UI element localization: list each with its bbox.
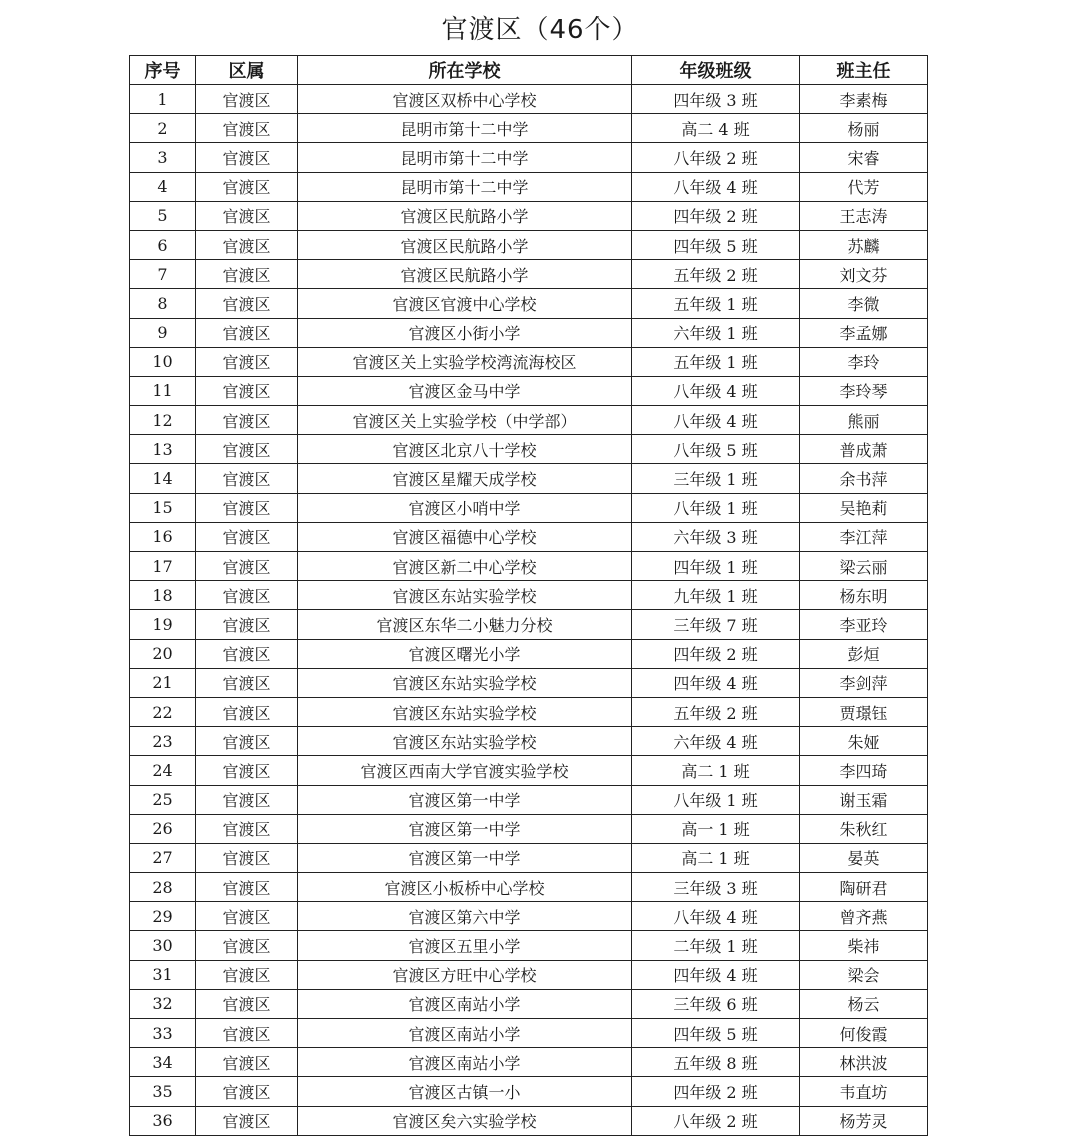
cell-district: 官渡区 <box>196 1048 298 1077</box>
cell-district: 官渡区 <box>196 552 298 581</box>
cell-serial-number: 3 <box>130 143 196 172</box>
cell-grade-class: 高二 1 班 <box>632 756 800 785</box>
cell-grade-class: 八年级 2 班 <box>632 1106 800 1135</box>
cell-grade-class: 三年级 3 班 <box>632 873 800 902</box>
cell-school: 官渡区新二中心学校 <box>298 552 632 581</box>
cell-grade-class: 三年级 7 班 <box>632 610 800 639</box>
cell-school: 官渡区南站小学 <box>298 989 632 1018</box>
cell-school: 官渡区金马中学 <box>298 376 632 405</box>
cell-district: 官渡区 <box>196 756 298 785</box>
table-row <box>130 260 928 289</box>
cell-district: 官渡区 <box>196 814 298 843</box>
table-row <box>130 814 928 843</box>
header-grade-class: 年级班级 <box>632 56 800 85</box>
cell-grade-class: 二年级 1 班 <box>632 931 800 960</box>
cell-serial-number: 22 <box>130 697 196 726</box>
cell-head-teacher: 宋睿 <box>800 143 928 172</box>
cell-school: 官渡区关上实验学校（中学部） <box>298 406 632 435</box>
table-row <box>130 1077 928 1106</box>
cell-head-teacher: 梁云丽 <box>800 552 928 581</box>
cell-school: 官渡区民航路小学 <box>298 260 632 289</box>
cell-school: 官渡区东站实验学校 <box>298 668 632 697</box>
table-row <box>130 989 928 1018</box>
cell-serial-number: 29 <box>130 902 196 931</box>
header-school: 所在学校 <box>298 56 632 85</box>
cell-serial-number: 7 <box>130 260 196 289</box>
table-row <box>130 85 928 114</box>
table-row <box>130 376 928 405</box>
cell-grade-class: 四年级 4 班 <box>632 668 800 697</box>
table-row <box>130 172 928 201</box>
table-row <box>130 668 928 697</box>
table-row <box>130 1048 928 1077</box>
cell-grade-class: 五年级 2 班 <box>632 260 800 289</box>
cell-district: 官渡区 <box>196 85 298 114</box>
cell-school: 官渡区南站小学 <box>298 1019 632 1048</box>
cell-school: 官渡区北京八十学校 <box>298 435 632 464</box>
cell-head-teacher: 熊丽 <box>800 406 928 435</box>
table-body <box>130 85 928 1136</box>
cell-district: 官渡区 <box>196 873 298 902</box>
table-row <box>130 727 928 756</box>
cell-grade-class: 四年级 2 班 <box>632 201 800 230</box>
cell-district: 官渡区 <box>196 406 298 435</box>
table-row <box>130 639 928 668</box>
header-head-teacher: 班主任 <box>800 56 928 85</box>
cell-school: 官渡区第一中学 <box>298 843 632 872</box>
cell-serial-number: 13 <box>130 435 196 464</box>
cell-district: 官渡区 <box>196 989 298 1018</box>
page-title: 官渡区（46个） <box>441 15 639 45</box>
table-row <box>130 143 928 172</box>
cell-grade-class: 五年级 1 班 <box>632 289 800 318</box>
cell-district: 官渡区 <box>196 610 298 639</box>
cell-grade-class: 八年级 1 班 <box>632 493 800 522</box>
table-row <box>130 552 928 581</box>
cell-grade-class: 四年级 3 班 <box>632 85 800 114</box>
cell-grade-class: 八年级 5 班 <box>632 435 800 464</box>
table-row <box>130 318 928 347</box>
cell-serial-number: 23 <box>130 727 196 756</box>
table-row <box>130 1019 928 1048</box>
cell-school: 官渡区官渡中心学校 <box>298 289 632 318</box>
cell-grade-class: 八年级 4 班 <box>632 902 800 931</box>
cell-grade-class: 四年级 4 班 <box>632 960 800 989</box>
cell-district: 官渡区 <box>196 668 298 697</box>
class-teacher-table <box>129 55 928 1136</box>
cell-grade-class: 三年级 6 班 <box>632 989 800 1018</box>
cell-school: 官渡区星耀天成学校 <box>298 464 632 493</box>
cell-district: 官渡区 <box>196 522 298 551</box>
cell-head-teacher: 余书萍 <box>800 464 928 493</box>
cell-head-teacher: 朱秋红 <box>800 814 928 843</box>
table-row <box>130 201 928 230</box>
cell-grade-class: 五年级 1 班 <box>632 347 800 376</box>
cell-head-teacher: 何俊霞 <box>800 1019 928 1048</box>
cell-head-teacher: 柴祎 <box>800 931 928 960</box>
cell-district: 官渡区 <box>196 376 298 405</box>
cell-district: 官渡区 <box>196 464 298 493</box>
cell-head-teacher: 刘文芬 <box>800 260 928 289</box>
cell-school: 官渡区矣六实验学校 <box>298 1106 632 1135</box>
cell-serial-number: 15 <box>130 493 196 522</box>
cell-school: 官渡区小哨中学 <box>298 493 632 522</box>
cell-serial-number: 5 <box>130 201 196 230</box>
cell-school: 昆明市第十二中学 <box>298 172 632 201</box>
cell-grade-class: 六年级 3 班 <box>632 522 800 551</box>
cell-head-teacher: 李亚玲 <box>800 610 928 639</box>
cell-grade-class: 八年级 1 班 <box>632 785 800 814</box>
table-row <box>130 873 928 902</box>
cell-district: 官渡区 <box>196 493 298 522</box>
cell-head-teacher: 梁会 <box>800 960 928 989</box>
cell-head-teacher: 李微 <box>800 289 928 318</box>
cell-grade-class: 五年级 2 班 <box>632 697 800 726</box>
cell-serial-number: 12 <box>130 406 196 435</box>
cell-school: 官渡区第六中学 <box>298 902 632 931</box>
cell-head-teacher: 李素梅 <box>800 85 928 114</box>
cell-grade-class: 六年级 4 班 <box>632 727 800 756</box>
cell-school: 官渡区西南大学官渡实验学校 <box>298 756 632 785</box>
cell-school: 昆明市第十二中学 <box>298 143 632 172</box>
cell-head-teacher: 李四琦 <box>800 756 928 785</box>
cell-head-teacher: 李孟娜 <box>800 318 928 347</box>
cell-district: 官渡区 <box>196 727 298 756</box>
table-row <box>130 756 928 785</box>
cell-district: 官渡区 <box>196 1106 298 1135</box>
table-row <box>130 464 928 493</box>
cell-serial-number: 1 <box>130 85 196 114</box>
table-row <box>130 960 928 989</box>
table-row <box>130 435 928 464</box>
cell-head-teacher: 王志涛 <box>800 201 928 230</box>
cell-grade-class: 八年级 4 班 <box>632 376 800 405</box>
cell-school: 官渡区小板桥中心学校 <box>298 873 632 902</box>
cell-district: 官渡区 <box>196 289 298 318</box>
cell-serial-number: 25 <box>130 785 196 814</box>
cell-head-teacher: 李玲 <box>800 347 928 376</box>
table-row <box>130 114 928 143</box>
cell-head-teacher: 曾齐燕 <box>800 902 928 931</box>
cell-school: 官渡区关上实验学校湾流海校区 <box>298 347 632 376</box>
cell-district: 官渡区 <box>196 1019 298 1048</box>
cell-grade-class: 八年级 2 班 <box>632 143 800 172</box>
cell-district: 官渡区 <box>196 230 298 259</box>
cell-head-teacher: 杨云 <box>800 989 928 1018</box>
cell-school: 官渡区曙光小学 <box>298 639 632 668</box>
cell-serial-number: 33 <box>130 1019 196 1048</box>
table-row <box>130 843 928 872</box>
cell-grade-class: 高二 4 班 <box>632 114 800 143</box>
cell-district: 官渡区 <box>196 114 298 143</box>
cell-grade-class: 九年级 1 班 <box>632 581 800 610</box>
cell-head-teacher: 代芳 <box>800 172 928 201</box>
cell-head-teacher: 林洪波 <box>800 1048 928 1077</box>
cell-district: 官渡区 <box>196 143 298 172</box>
header-district: 区属 <box>196 56 298 85</box>
cell-school: 官渡区福德中心学校 <box>298 522 632 551</box>
cell-school: 官渡区小街小学 <box>298 318 632 347</box>
cell-grade-class: 四年级 1 班 <box>632 552 800 581</box>
cell-district: 官渡区 <box>196 581 298 610</box>
cell-head-teacher: 杨丽 <box>800 114 928 143</box>
table-header-row <box>130 56 928 85</box>
cell-district: 官渡区 <box>196 843 298 872</box>
cell-grade-class: 四年级 2 班 <box>632 1077 800 1106</box>
cell-grade-class: 三年级 1 班 <box>632 464 800 493</box>
cell-head-teacher: 晏英 <box>800 843 928 872</box>
cell-head-teacher: 朱娅 <box>800 727 928 756</box>
table-row <box>130 289 928 318</box>
cell-school: 官渡区第一中学 <box>298 814 632 843</box>
cell-school: 官渡区东站实验学校 <box>298 727 632 756</box>
cell-serial-number: 30 <box>130 931 196 960</box>
cell-grade-class: 四年级 2 班 <box>632 639 800 668</box>
cell-serial-number: 26 <box>130 814 196 843</box>
cell-serial-number: 24 <box>130 756 196 785</box>
cell-district: 官渡区 <box>196 960 298 989</box>
cell-school: 官渡区南站小学 <box>298 1048 632 1077</box>
cell-district: 官渡区 <box>196 172 298 201</box>
cell-serial-number: 10 <box>130 347 196 376</box>
cell-school: 官渡区民航路小学 <box>298 230 632 259</box>
cell-school: 官渡区东华二小魅力分校 <box>298 610 632 639</box>
cell-head-teacher: 杨芳灵 <box>800 1106 928 1135</box>
cell-district: 官渡区 <box>196 260 298 289</box>
cell-school: 官渡区第一中学 <box>298 785 632 814</box>
table-row <box>130 785 928 814</box>
cell-head-teacher: 苏麟 <box>800 230 928 259</box>
cell-grade-class: 四年级 5 班 <box>632 1019 800 1048</box>
cell-school: 官渡区东站实验学校 <box>298 697 632 726</box>
header-serial-number: 序号 <box>130 56 196 85</box>
cell-serial-number: 9 <box>130 318 196 347</box>
table-row <box>130 902 928 931</box>
cell-serial-number: 2 <box>130 114 196 143</box>
cell-district: 官渡区 <box>196 931 298 960</box>
cell-head-teacher: 贾璟钰 <box>800 697 928 726</box>
cell-grade-class: 八年级 4 班 <box>632 172 800 201</box>
cell-serial-number: 21 <box>130 668 196 697</box>
cell-district: 官渡区 <box>196 318 298 347</box>
cell-grade-class: 六年级 1 班 <box>632 318 800 347</box>
table-row <box>130 230 928 259</box>
cell-district: 官渡区 <box>196 435 298 464</box>
cell-serial-number: 18 <box>130 581 196 610</box>
table-row <box>130 697 928 726</box>
cell-serial-number: 27 <box>130 843 196 872</box>
table-row <box>130 493 928 522</box>
cell-serial-number: 4 <box>130 172 196 201</box>
cell-head-teacher: 彭烜 <box>800 639 928 668</box>
cell-school: 官渡区古镇一小 <box>298 1077 632 1106</box>
cell-school: 昆明市第十二中学 <box>298 114 632 143</box>
cell-district: 官渡区 <box>196 201 298 230</box>
cell-school: 官渡区五里小学 <box>298 931 632 960</box>
cell-serial-number: 8 <box>130 289 196 318</box>
cell-head-teacher: 普成萧 <box>800 435 928 464</box>
cell-district: 官渡区 <box>196 1077 298 1106</box>
cell-head-teacher: 陶研君 <box>800 873 928 902</box>
cell-head-teacher: 吴艳莉 <box>800 493 928 522</box>
cell-school: 官渡区双桥中心学校 <box>298 85 632 114</box>
cell-serial-number: 11 <box>130 376 196 405</box>
cell-district: 官渡区 <box>196 639 298 668</box>
cell-serial-number: 20 <box>130 639 196 668</box>
table-row <box>130 931 928 960</box>
table-row <box>130 1106 928 1135</box>
cell-head-teacher: 李玲琴 <box>800 376 928 405</box>
cell-serial-number: 16 <box>130 522 196 551</box>
cell-serial-number: 34 <box>130 1048 196 1077</box>
cell-district: 官渡区 <box>196 902 298 931</box>
cell-grade-class: 五年级 8 班 <box>632 1048 800 1077</box>
cell-serial-number: 19 <box>130 610 196 639</box>
table-row <box>130 610 928 639</box>
cell-head-teacher: 李江萍 <box>800 522 928 551</box>
cell-head-teacher: 李剑萍 <box>800 668 928 697</box>
cell-school: 官渡区民航路小学 <box>298 201 632 230</box>
table-row <box>130 522 928 551</box>
cell-district: 官渡区 <box>196 785 298 814</box>
cell-serial-number: 28 <box>130 873 196 902</box>
cell-serial-number: 6 <box>130 230 196 259</box>
cell-head-teacher: 韦直坊 <box>800 1077 928 1106</box>
cell-serial-number: 32 <box>130 989 196 1018</box>
cell-school: 官渡区东站实验学校 <box>298 581 632 610</box>
cell-district: 官渡区 <box>196 697 298 726</box>
cell-serial-number: 31 <box>130 960 196 989</box>
cell-head-teacher: 杨东明 <box>800 581 928 610</box>
cell-grade-class: 高二 1 班 <box>632 843 800 872</box>
cell-serial-number: 35 <box>130 1077 196 1106</box>
table-row <box>130 347 928 376</box>
cell-grade-class: 四年级 5 班 <box>632 230 800 259</box>
cell-grade-class: 高一 1 班 <box>632 814 800 843</box>
table-row <box>130 581 928 610</box>
table-row <box>130 406 928 435</box>
cell-serial-number: 17 <box>130 552 196 581</box>
cell-district: 官渡区 <box>196 347 298 376</box>
cell-serial-number: 14 <box>130 464 196 493</box>
cell-school: 官渡区方旺中心学校 <box>298 960 632 989</box>
cell-head-teacher: 谢玉霜 <box>800 785 928 814</box>
cell-grade-class: 八年级 4 班 <box>632 406 800 435</box>
cell-serial-number: 36 <box>130 1106 196 1135</box>
